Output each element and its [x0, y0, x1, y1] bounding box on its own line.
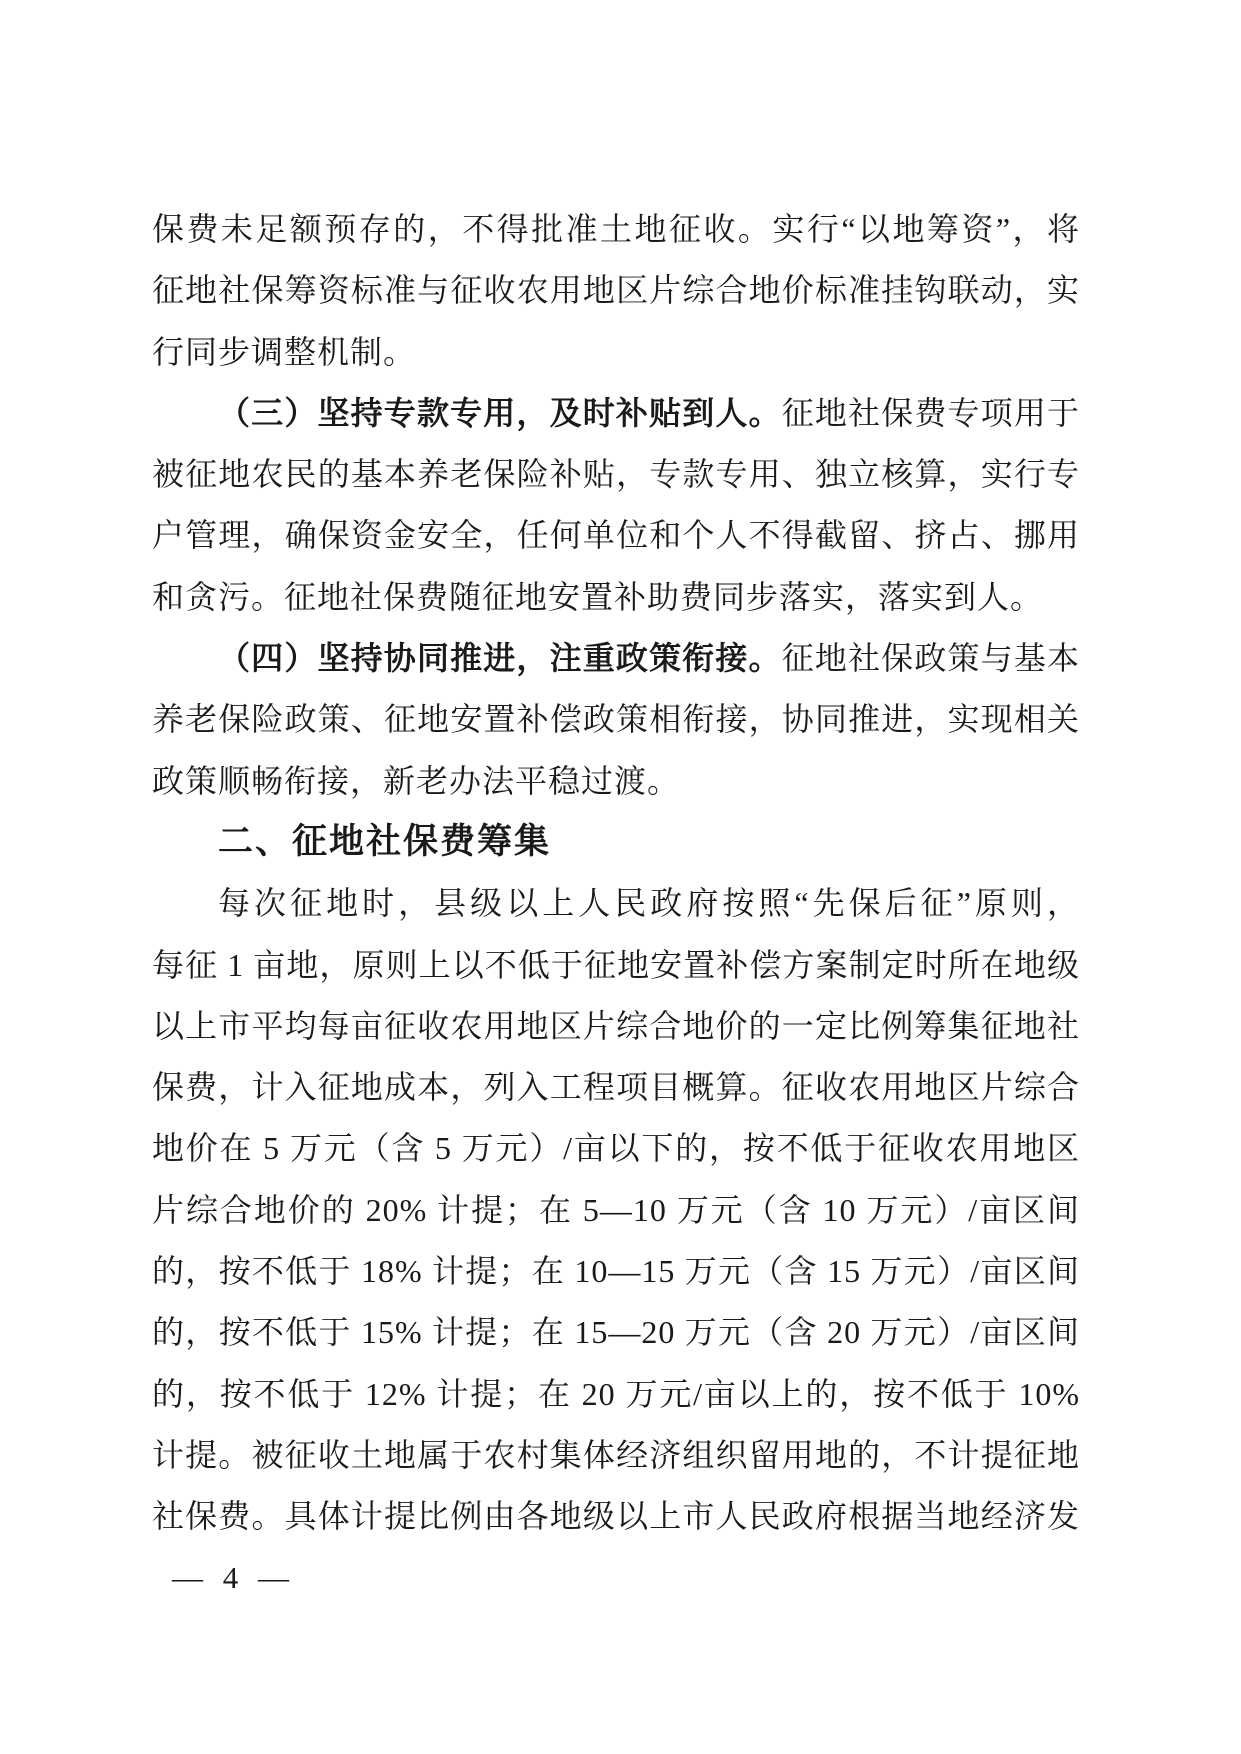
text-line-body: 征地社保费专项用于 [781, 394, 1080, 431]
text-line: 养老保险政策、征地安置补偿政策相衔接，协同推进，实现相关 [152, 701, 1080, 738]
text-line: 的，按不低于 12% 计提；在 20 万元/亩以上的，按不低于 10% [152, 1375, 1080, 1412]
text-line: 保费，计入征地成本，列入工程项目概算。征收农用地区片综合 [152, 1069, 1080, 1106]
section-heading: 二、征地社保费筹集 [218, 821, 552, 862]
text-line: 每征 1 亩地，原则上以不低于征地安置补偿方案制定时所在地级 [152, 946, 1080, 983]
text-line: 以上市平均每亩征收农用地区片综合地价的一定比例筹集征地社 [152, 1007, 1080, 1044]
page-number: — 4 — [172, 1560, 295, 1595]
text-line: 计提。被征收土地属于农村集体经济组织留用地的，不计提征地 [152, 1436, 1080, 1473]
text-line: 被征地农民的基本养老保险补贴，专款专用、独立核算，实行专 [152, 456, 1080, 493]
text-line: 片综合地价的 20% 计提；在 5—10 万元（含 10 万元）/亩区间 [152, 1191, 1080, 1228]
text-line-body: 征地社保政策与基本 [781, 640, 1080, 677]
text-line [152, 628, 1080, 689]
text-line: 政策顺畅衔接，新老办法平稳过渡。 [152, 762, 681, 799]
document-text-area [152, 199, 1080, 1548]
paragraph-lead: （三）坚持专款专用，及时补贴到人。 [218, 394, 782, 431]
text-line: 户管理，确保资金安全，任何单位和个人不得截留、挤占、挪用 [152, 517, 1080, 554]
text-line: 的，按不低于 18% 计提；在 10—15 万元（含 15 万元）/亩区间 [152, 1253, 1080, 1290]
text-line [152, 383, 1080, 444]
text-line: 和贪污。征地社保费随征地安置补助费同步落实，落实到人。 [152, 578, 1044, 615]
text-line: 保费未足额预存的，不得批准土地征收。实行“以地筹资”，将 [152, 211, 1080, 247]
paragraph-lead: （四）坚持协同推进，注重政策衔接。 [218, 640, 782, 677]
text-line: 的，按不低于 15% 计提；在 15—20 万元（含 20 万元）/亩区间 [152, 1314, 1080, 1351]
text-line: 行同步调整机制。 [152, 333, 417, 370]
text-line: 地价在 5 万元（含 5 万元）/亩以下的，按不低于征收农用地区 [152, 1130, 1080, 1167]
text-line: 社保费。具体计提比例由各地级以上市人民政府根据当地经济发 [152, 1498, 1080, 1535]
text-line: 每次征地时，县级以上人民政府按照“先保后征”原则， [218, 885, 1080, 922]
text-line: 征地社保筹资标准与征收农用地区片综合地价标准挂钩联动，实 [152, 272, 1080, 309]
